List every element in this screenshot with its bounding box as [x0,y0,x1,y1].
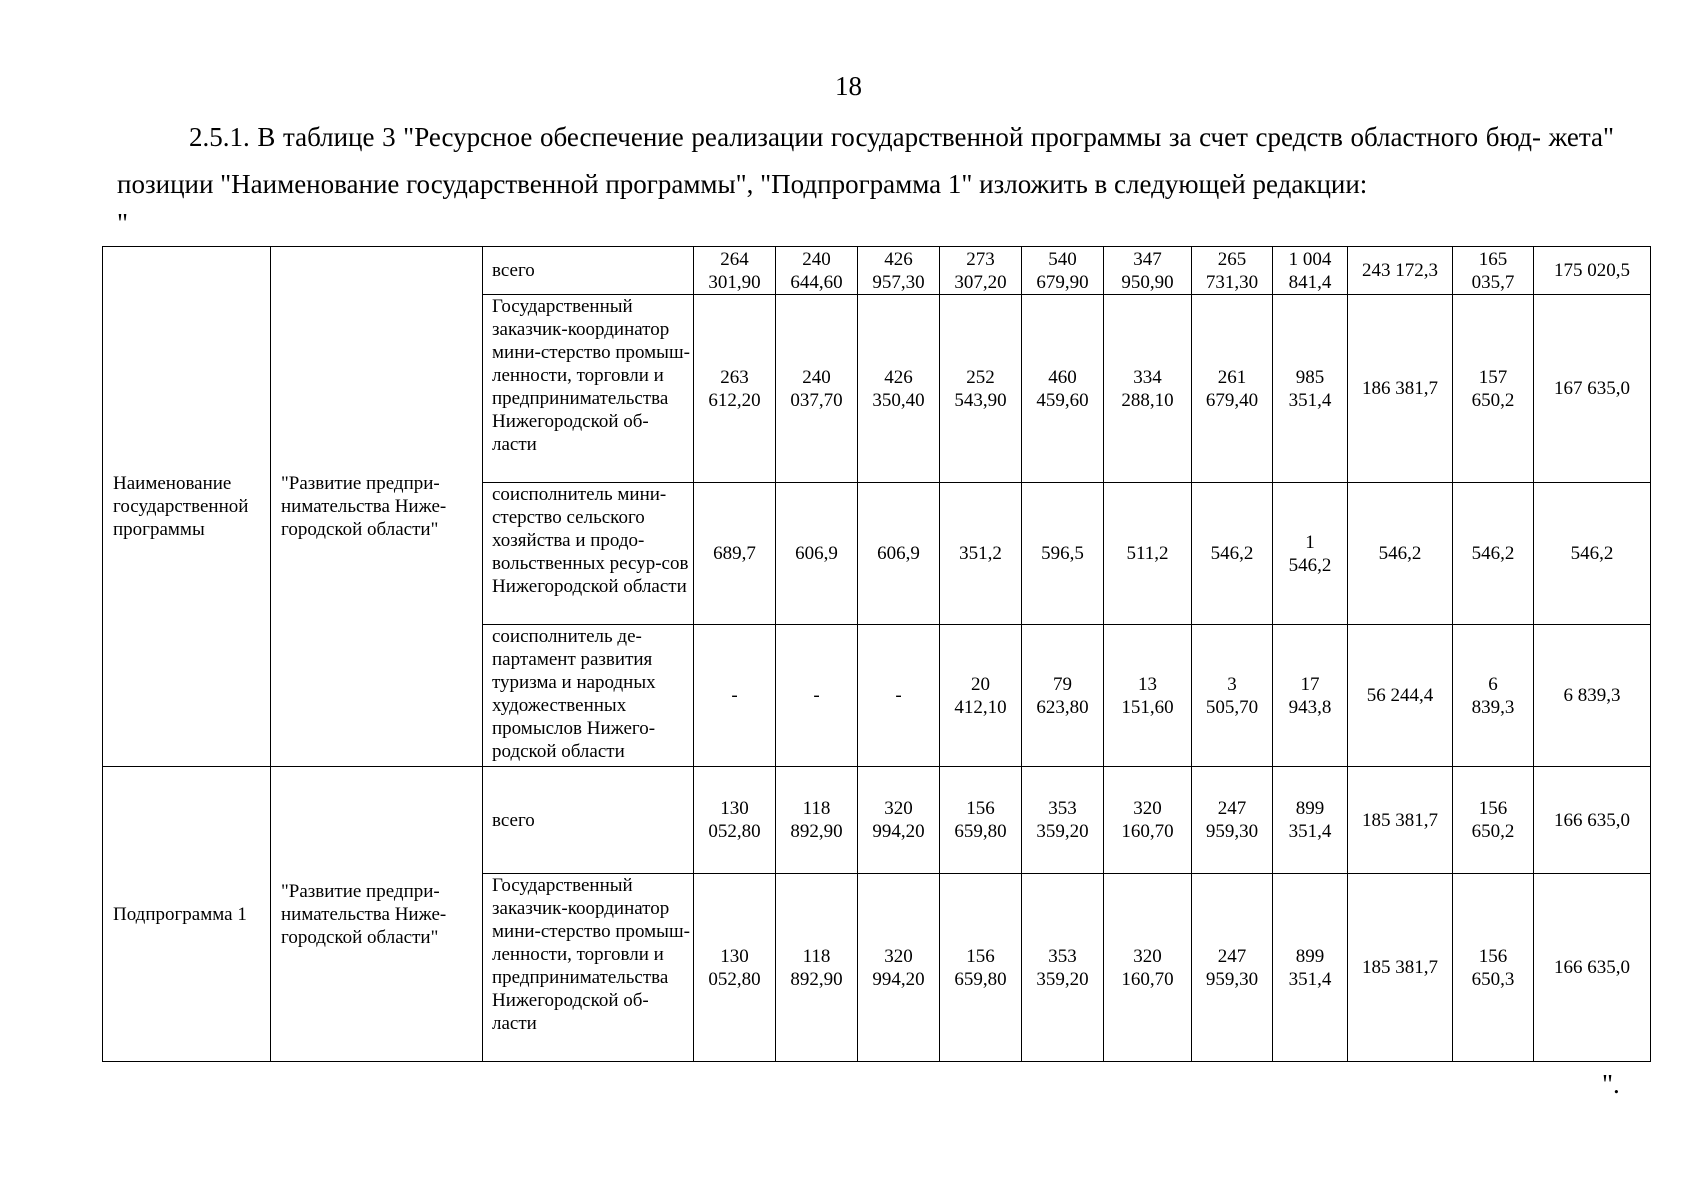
table-cell: 240 644,60 [776,247,858,295]
table-cell: 985 351,4 [1273,295,1348,483]
table-cell: 20 412,10 [940,625,1022,767]
table-cell: 167 635,0 [1534,295,1651,483]
table-cell: 320 994,20 [858,767,940,874]
table-cell: 1 546,2 [1273,483,1348,625]
table-cell: 166 635,0 [1534,874,1651,1062]
table-cell: 156 650,2 [1453,767,1534,874]
table-cell: 320 160,70 [1104,767,1192,874]
table-cell: - [776,625,858,767]
table-cell: 263 612,20 [694,295,776,483]
table-cell: 13 151,60 [1104,625,1192,767]
row-description: всего [483,247,694,295]
row-description: Государственный заказчик-координатор мини-стерство промыш-ленности, торговли и предпринимательства Нижегородской об-ласти [483,874,694,1062]
table-cell: 689,7 [694,483,776,625]
table-cell: 460 459,60 [1022,295,1104,483]
table-cell: 185 381,7 [1348,767,1453,874]
table-cell: 166 635,0 [1534,767,1651,874]
program-name: "Развитие предпри-нимательства Ниже-городской области" [271,247,483,767]
row-description: всего [483,767,694,874]
table-cell: 899 351,4 [1273,874,1348,1062]
table-cell: - [858,625,940,767]
table-cell: 334 288,10 [1104,295,1192,483]
table-cell: 17 943,8 [1273,625,1348,767]
table-cell: 261 679,40 [1192,295,1273,483]
page-number: 18 [835,71,862,101]
table-cell: 347 950,90 [1104,247,1192,295]
table-cell: 252 543,90 [940,295,1022,483]
row-description: соисполнитель мини-стерство сельского хозяйства и продо-вольственных ресур-сов Нижегородской области [483,483,694,625]
table-cell: - [694,625,776,767]
table-cell: 273 307,20 [940,247,1022,295]
table-cell: 353 359,20 [1022,874,1104,1062]
table-cell: 320 994,20 [858,874,940,1062]
row-group-label: Подпрограмма 1 [103,767,271,1062]
table-cell: 546,2 [1348,483,1453,625]
intro-line-1: 2.5.1. В таблице 3 "Ресурсное обеспечение реализации государственной программы за счет средств областного бюд- [189,122,1541,152]
table-cell: 546,2 [1192,483,1273,625]
table-cell: 118 892,90 [776,767,858,874]
program-name: "Развитие предпри-нимательства Ниже-городской области" [271,767,483,1062]
row-description: Государственный заказчик-координатор мини-стерство промыш-ленности, торговли и предпринимательства Нижегородской об-ласти [483,295,694,483]
table-cell: 165 035,7 [1453,247,1534,295]
table-cell: 426 957,30 [858,247,940,295]
table-cell: 351,2 [940,483,1022,625]
table-cell: 130 052,80 [694,767,776,874]
table-cell: 56 244,4 [1348,625,1453,767]
table-cell: 546,2 [1534,483,1651,625]
table-cell: 264 301,90 [694,247,776,295]
table-cell: 546,2 [1453,483,1534,625]
table-cell: 606,9 [776,483,858,625]
table-cell: 156 659,80 [940,874,1022,1062]
table-cell: 540 679,90 [1022,247,1104,295]
table-cell: 426 350,40 [858,295,940,483]
table-cell: 157 650,2 [1453,295,1534,483]
table-cell: 1 004 841,4 [1273,247,1348,295]
table-cell: 6 839,3 [1453,625,1534,767]
table-cell: 606,9 [858,483,940,625]
table-cell: 247 959,30 [1192,767,1273,874]
table-cell: 118 892,90 [776,874,858,1062]
table-cell: 3 505,70 [1192,625,1273,767]
table-cell: 79 623,80 [1022,625,1104,767]
table-cell: 353 359,20 [1022,767,1104,874]
table-cell: 265 731,30 [1192,247,1273,295]
intro-line-2: жета" позиции "Наименование государственной программы", "Подпрограмма 1" изложить в следующей редакции: [117,122,1615,199]
resource-table [102,246,1651,1062]
table-cell: 156 650,3 [1453,874,1534,1062]
table-cell: 511,2 [1104,483,1192,625]
table-cell: 186 381,7 [1348,295,1453,483]
table-cell: 130 052,80 [694,874,776,1062]
closing-quote: ". [1602,1069,1620,1099]
table-cell: 175 020,5 [1534,247,1651,295]
row-group-label: Наименование государственной программы [103,247,271,767]
table-cell: 596,5 [1022,483,1104,625]
table-cell: 156 659,80 [940,767,1022,874]
table-cell: 6 839,3 [1534,625,1651,767]
table-cell: 243 172,3 [1348,247,1453,295]
table-cell: 320 160,70 [1104,874,1192,1062]
intro-paragraph [117,114,1614,208]
table-cell: 247 959,30 [1192,874,1273,1062]
table-cell: 899 351,4 [1273,767,1348,874]
opening-quote: " [117,208,129,238]
table-row [103,767,1651,874]
table-cell: 240 037,70 [776,295,858,483]
table-cell: 185 381,7 [1348,874,1453,1062]
row-description: соисполнитель де-партамент развития туризма и народных художественных промыслов Нижего-родской области [483,625,694,767]
table-row [103,247,1651,295]
